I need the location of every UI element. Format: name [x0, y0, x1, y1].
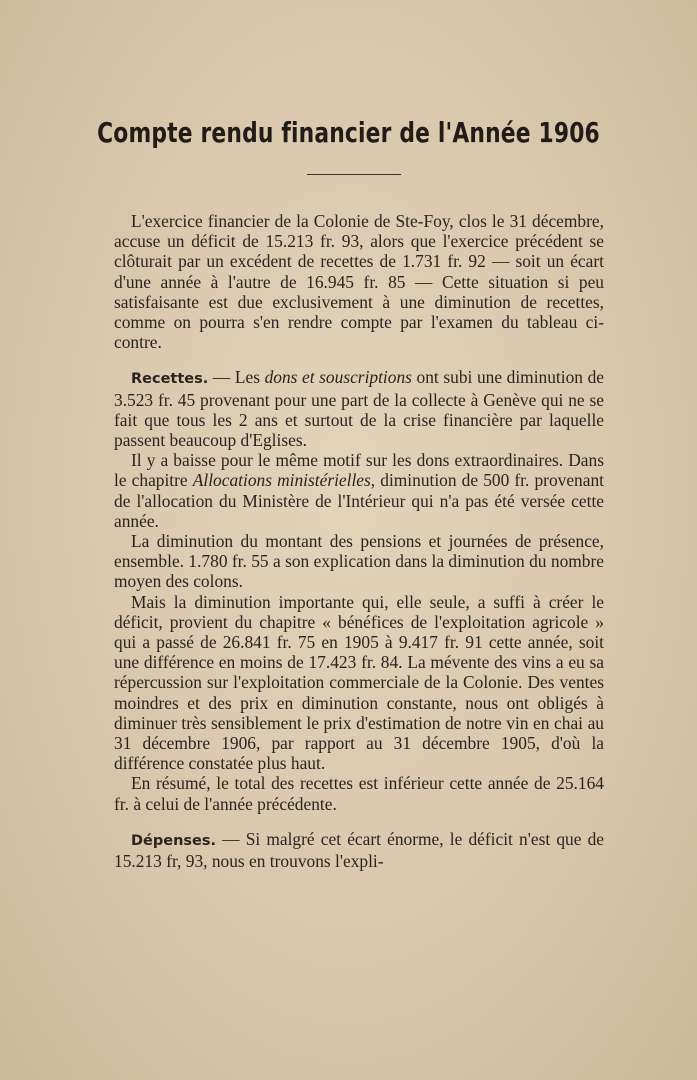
- recettes-p2-b: , diminution de 500 fr. provenant de l'allocation du Ministère de l'Intérieur qui n'a pas été versée cette année.: [114, 470, 604, 531]
- recettes-p1-emphasis: dons et souscriptions: [264, 367, 412, 388]
- recettes-heading: Recettes.: [131, 371, 209, 388]
- depenses-heading: Dépenses.: [131, 832, 217, 849]
- document-body: [114, 211, 604, 871]
- recettes-paragraph-2: [114, 450, 604, 531]
- recettes-p2-emphasis: Allocations ministérielles: [192, 470, 371, 491]
- depenses-paragraph-1: [114, 829, 604, 871]
- recettes-p1-a: — Les: [208, 367, 265, 388]
- title-divider: [307, 174, 401, 175]
- recettes-paragraph-5: En résumé, le total des recettes est inférieur cette année de 25.164 fr. à celui de l'année précédente.: [114, 773, 604, 814]
- page-title: Compte rendu financier de l'Année 1906: [97, 116, 600, 149]
- intro-paragraph: L'exercice financier de la Colonie de Ste-Foy, clos le 31 décembre, accuse un déficit de 15.213 fr. 93, alors que l'exercice précédent se clôturait par un excédent de recettes de 1.731 fr. 92 — soit un écart d'une année à l'autre de 16.945 fr. 85 — Cette situation si peu satisfaisante est due exclusivement à une diminution de recettes, comme on pourra s'en rendre compte par l'examen du tableau ci-contre.: [114, 211, 604, 353]
- recettes-paragraph-3: La diminution du montant des pensions et journées de présence, ensemble. 1.780 fr. 55 a son explication dans la diminution du nombre moyen des colons.: [114, 531, 604, 592]
- recettes-p2-a: Il y a baisse pour le même motif sur les dons extraordinaires. Dans le chapitre: [114, 450, 604, 491]
- depenses-p1-text: — Si malgré cet écart énorme, le déficit n'est que de 15.213 fr, 93, nous en trouvons l'expli-: [114, 828, 604, 872]
- recettes-paragraph-1: [114, 367, 604, 450]
- recettes-paragraph-4: Mais la diminution importante qui, elle seule, a suffi à créer le déficit, provient du chapitre « bénéfices de l'exploitation agricole » qui a passé de 26.841 fr. 75 en 1905 à 9.417 fr. 91 cette année, soit une différence en moins de 17.423 fr. 84. La mévente des vins a eu sa répercussion sur l'exploitation commerciale de la Colonie. Des ventes moindres et des prix en diminution constante, nous ont obligés à diminuer très sensiblement le prix d'estimation de notre vin en chai au 31 décembre 1906, par rapport au 31 décembre 1905, d'où la différence constatée plus haut.: [114, 591, 604, 774]
- recettes-p1-b: ont subi une diminution de 3.523 fr. 45 provenant pour une part de la collecte à Genève qui ne se fait que tous les 2 ans et surtout de la crise financière par laquelle passent beaucoup d'Eglises.: [114, 367, 604, 451]
